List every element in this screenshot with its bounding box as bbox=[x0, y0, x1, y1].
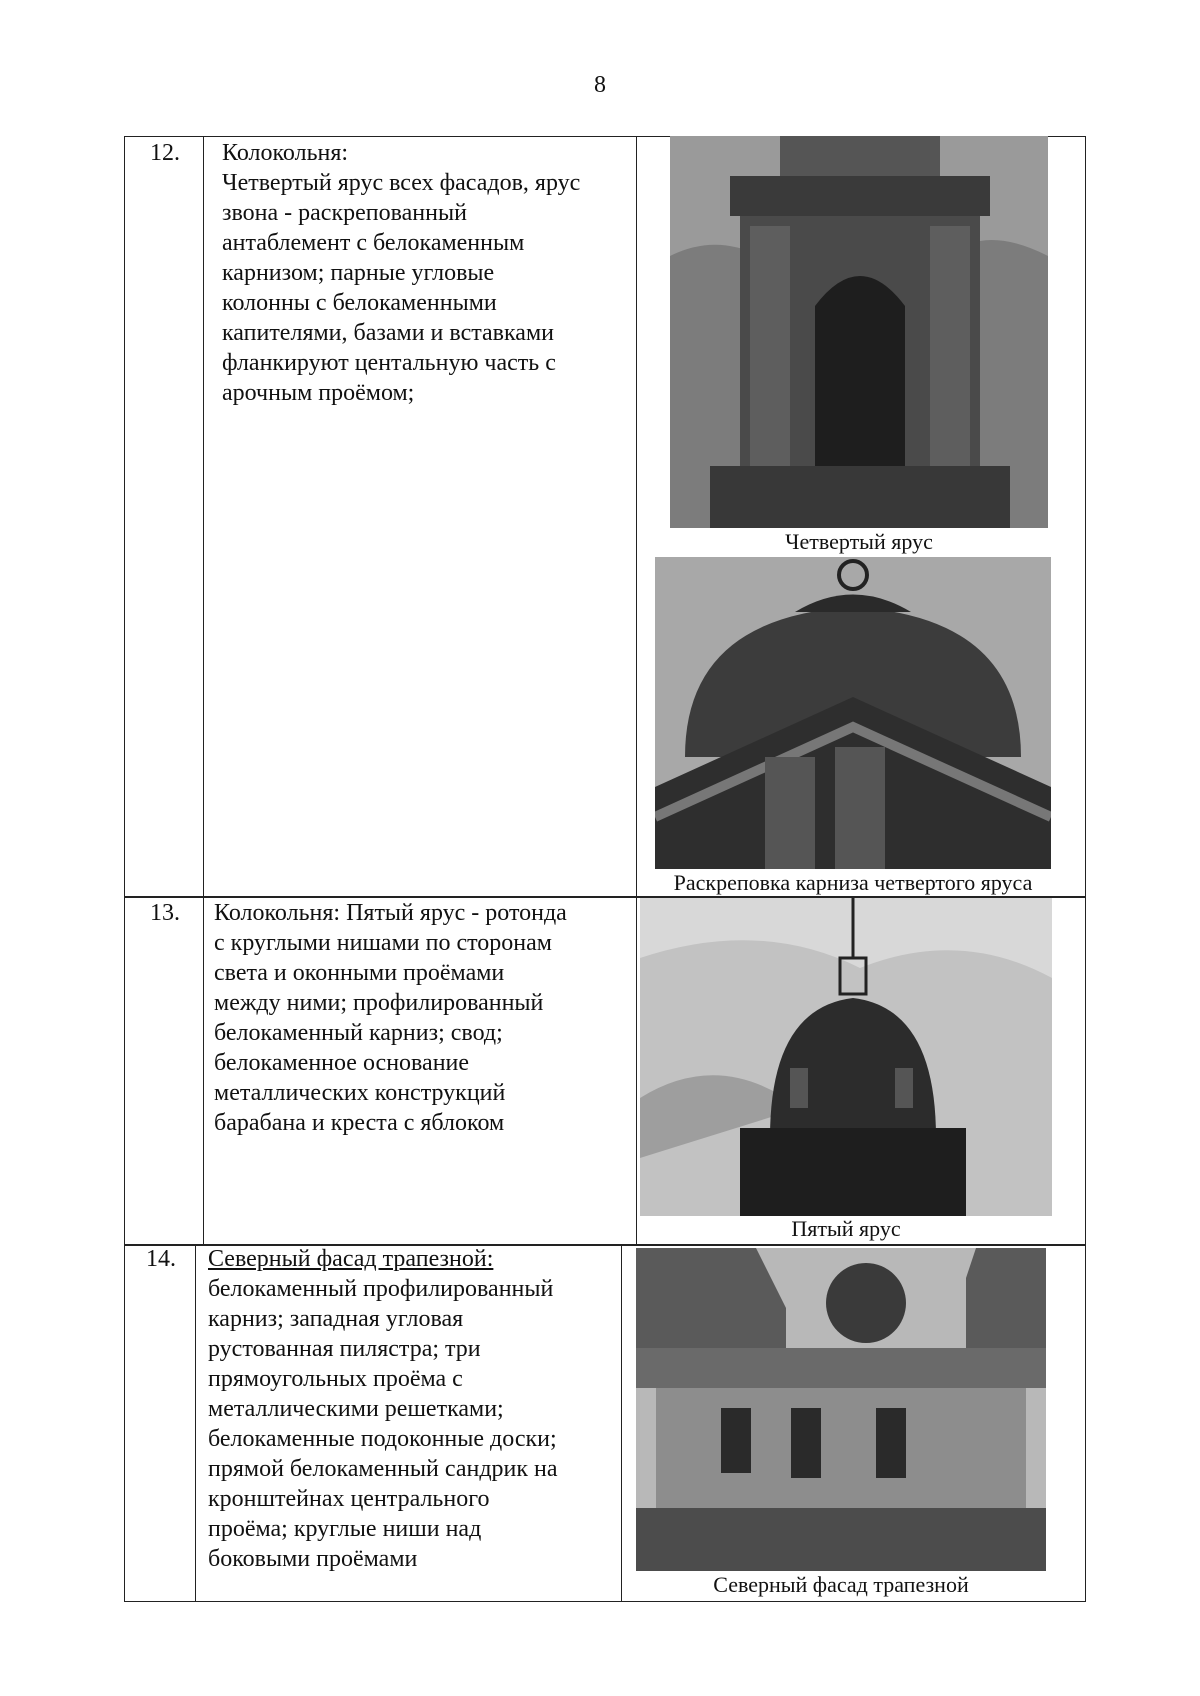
desc-line: Колокольня: bbox=[222, 140, 349, 166]
desc-line: Четвертый ярус всех фасадов, ярус bbox=[222, 170, 581, 196]
page-number: 8 bbox=[594, 72, 606, 98]
row-description bbox=[214, 898, 629, 1138]
desc-line: прямоугольных проёма с bbox=[208, 1366, 463, 1392]
desc-line: белокаменные подоконные доски; bbox=[208, 1426, 557, 1452]
desc-line: звона - раскрепованный bbox=[222, 200, 467, 226]
photo-cornice-fourth-tier bbox=[655, 557, 1051, 869]
column-divider bbox=[621, 1244, 622, 1602]
column-divider bbox=[636, 896, 637, 1246]
desc-line: белокаменный карниз; свод; bbox=[214, 1020, 503, 1046]
desc-line: проёма; круглые ниши над bbox=[208, 1516, 482, 1542]
desc-line: капителями, базами и вставками bbox=[222, 320, 554, 346]
row-number: 13. bbox=[150, 900, 180, 926]
row-title: Северный фасад трапезной: bbox=[208, 1246, 494, 1272]
photo-caption: Четвертый ярус bbox=[785, 529, 933, 554]
row-description bbox=[222, 138, 627, 408]
photo-caption: Северный фасад трапезной bbox=[713, 1572, 969, 1597]
column-divider bbox=[636, 136, 637, 898]
column-divider bbox=[203, 136, 204, 898]
desc-line: антаблемент с белокаменным bbox=[222, 230, 525, 256]
desc-line: арочным проёмом; bbox=[222, 380, 415, 406]
desc-line: боковыми проёмами bbox=[208, 1546, 418, 1572]
column-divider bbox=[195, 1244, 196, 1602]
desc-line: света и оконными проёмами bbox=[214, 960, 505, 986]
desc-line: Колокольня: Пятый ярус - ротонда bbox=[214, 900, 567, 926]
photo-fifth-tier bbox=[640, 898, 1052, 1216]
row-number: 12. bbox=[150, 140, 180, 166]
desc-line: прямой белокаменный сандрик на bbox=[208, 1456, 558, 1482]
row-description bbox=[208, 1244, 618, 1574]
desc-line: фланкируют центальную часть с bbox=[222, 350, 556, 376]
desc-line: металлическими решетками; bbox=[208, 1396, 504, 1422]
desc-line: барабана и креста с яблоком bbox=[214, 1110, 505, 1136]
desc-line: карнизом; парные угловые bbox=[222, 260, 495, 286]
photo-caption: Пятый ярус bbox=[791, 1216, 901, 1241]
desc-line: рустованная пилястра; три bbox=[208, 1336, 481, 1362]
row-number: 14. bbox=[146, 1246, 176, 1272]
desc-line: металлических конструкций bbox=[214, 1080, 506, 1106]
desc-line: между ними; профилированный bbox=[214, 990, 544, 1016]
desc-line: кронштейнах центрального bbox=[208, 1486, 490, 1512]
column-divider bbox=[203, 896, 204, 1246]
desc-line: белокаменный профилированный bbox=[208, 1276, 554, 1302]
desc-line: колонны с белокаменными bbox=[222, 290, 497, 316]
desc-line: с круглыми нишами по сторонам bbox=[214, 930, 552, 956]
desc-line: карниз; западная угловая bbox=[208, 1306, 464, 1332]
photo-caption: Раскреповка карниза четвертого яруса bbox=[673, 870, 1033, 895]
photo-fourth-tier bbox=[670, 136, 1048, 528]
desc-line: белокаменное основание bbox=[214, 1050, 470, 1076]
photo-north-facade-refectory bbox=[636, 1248, 1046, 1571]
